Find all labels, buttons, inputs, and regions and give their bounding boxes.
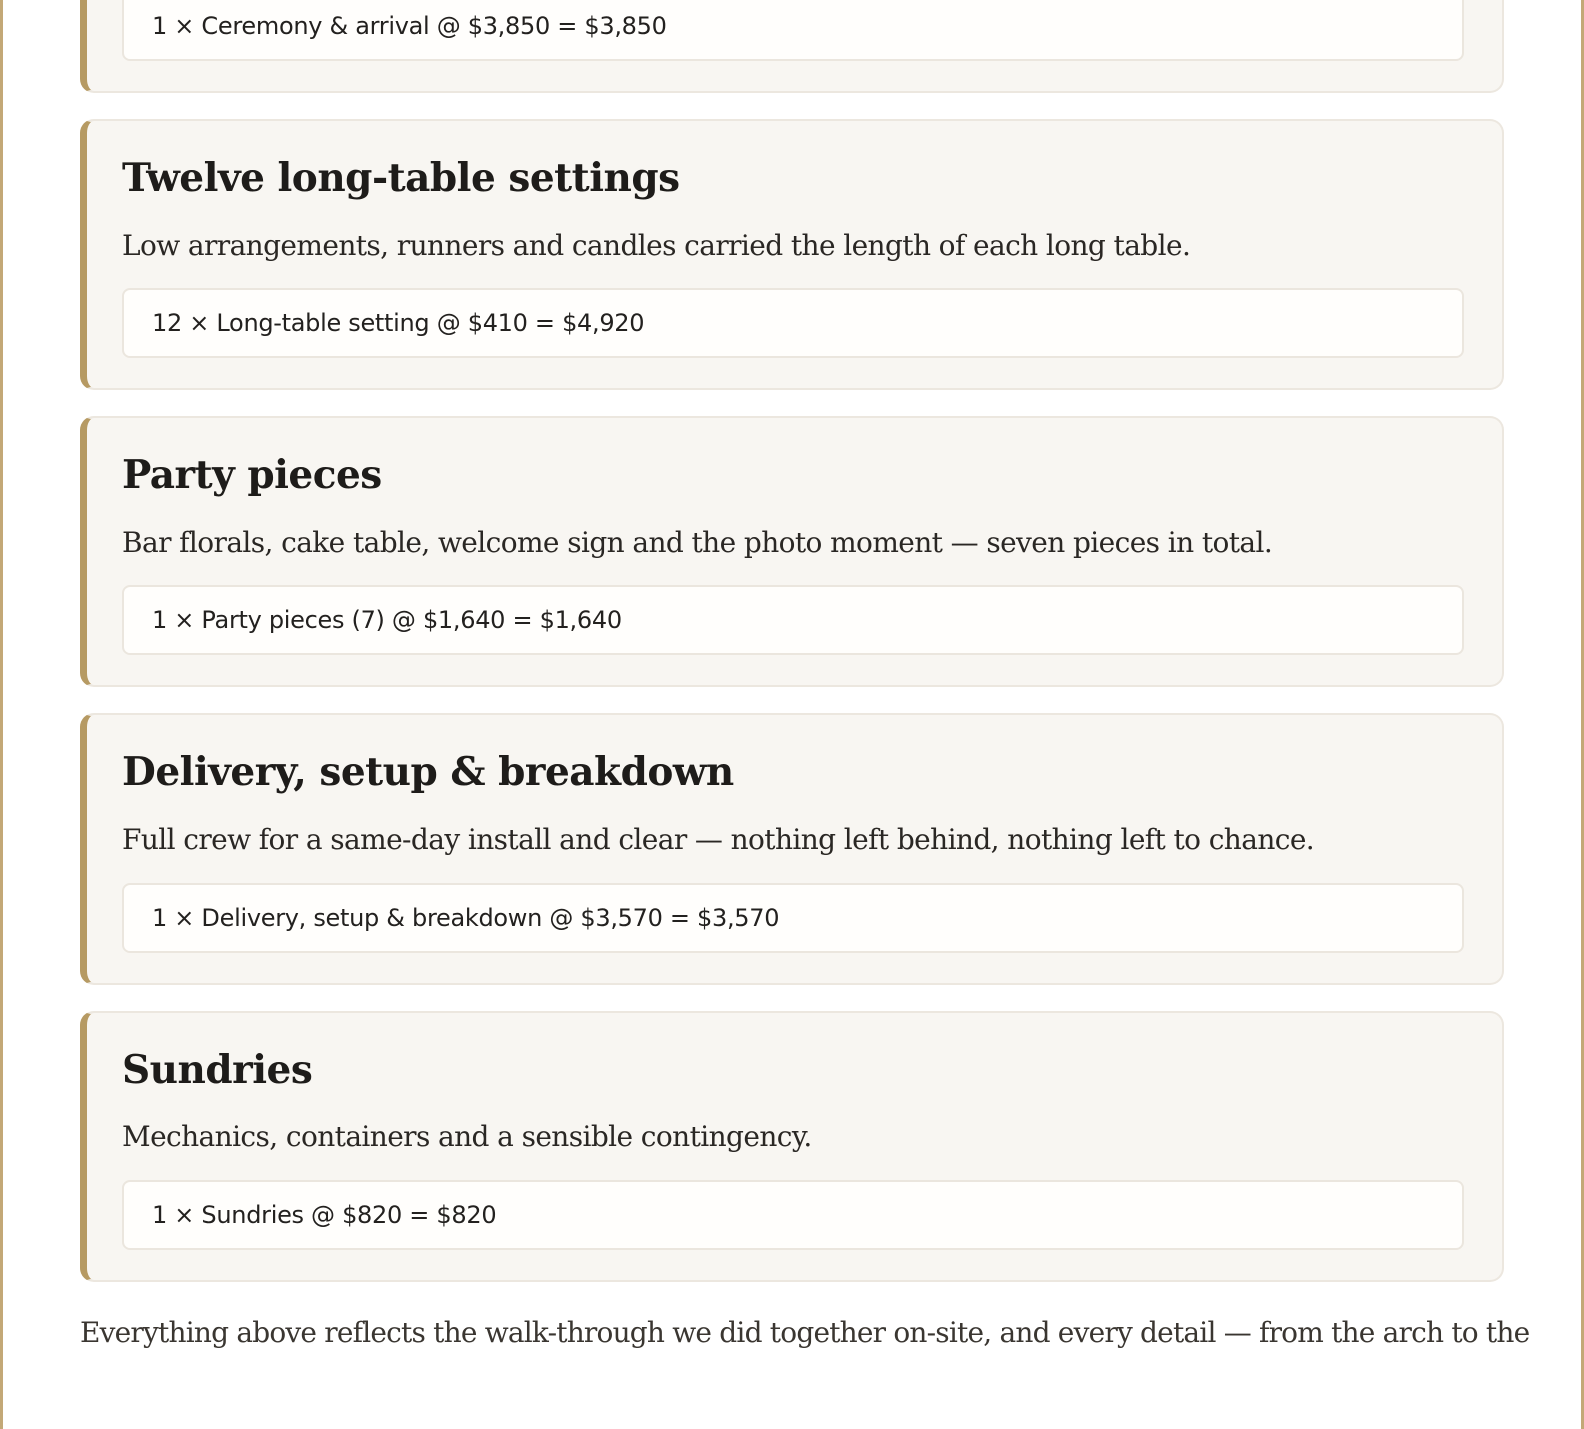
- section-description: Bar florals, cake table, welcome sign and the photo moment — seven pieces in total.: [122, 525, 1273, 559]
- closing-paragraph: Everything above reflects the walk-through we did together on-site, and every detail — from the arch to the: [80, 1315, 1530, 1349]
- section-card-delivery: [80, 713, 1504, 984]
- line-item-delivery: 1 × Delivery, setup & breakdown @ $3,570 = $3,570: [122, 883, 1464, 953]
- section-description: Mechanics, containers and a sensible contingency.: [122, 1120, 812, 1154]
- section-title: Sundries: [122, 1046, 313, 1093]
- section-card-long-table: [80, 119, 1504, 390]
- line-item-party-pieces: 1 × Party pieces (7) @ $1,640 = $1,640: [122, 585, 1464, 655]
- section-card-ceremony: [80, 0, 1504, 93]
- quote-content: [80, 0, 1530, 1349]
- section-description: Full crew for a same-day install and clear — nothing left behind, nothing left to chance.: [122, 823, 1315, 857]
- section-title: Party pieces: [122, 452, 382, 499]
- line-item-ceremony: 1 × Ceremony & arrival @ $3,850 = $3,850: [122, 0, 1464, 61]
- section-card-party-pieces: [80, 416, 1504, 687]
- section-title: Delivery, setup & breakdown: [122, 749, 734, 796]
- section-description: Low arrangements, runners and candles carried the length of each long table.: [122, 228, 1191, 262]
- section-card-sundries: [80, 1011, 1504, 1282]
- line-item-sundries: 1 × Sundries @ $820 = $820: [122, 1180, 1464, 1250]
- section-title: Twelve long-table settings: [122, 155, 680, 201]
- line-item-long-table: 12 × Long-table setting @ $410 = $4,920: [122, 288, 1464, 358]
